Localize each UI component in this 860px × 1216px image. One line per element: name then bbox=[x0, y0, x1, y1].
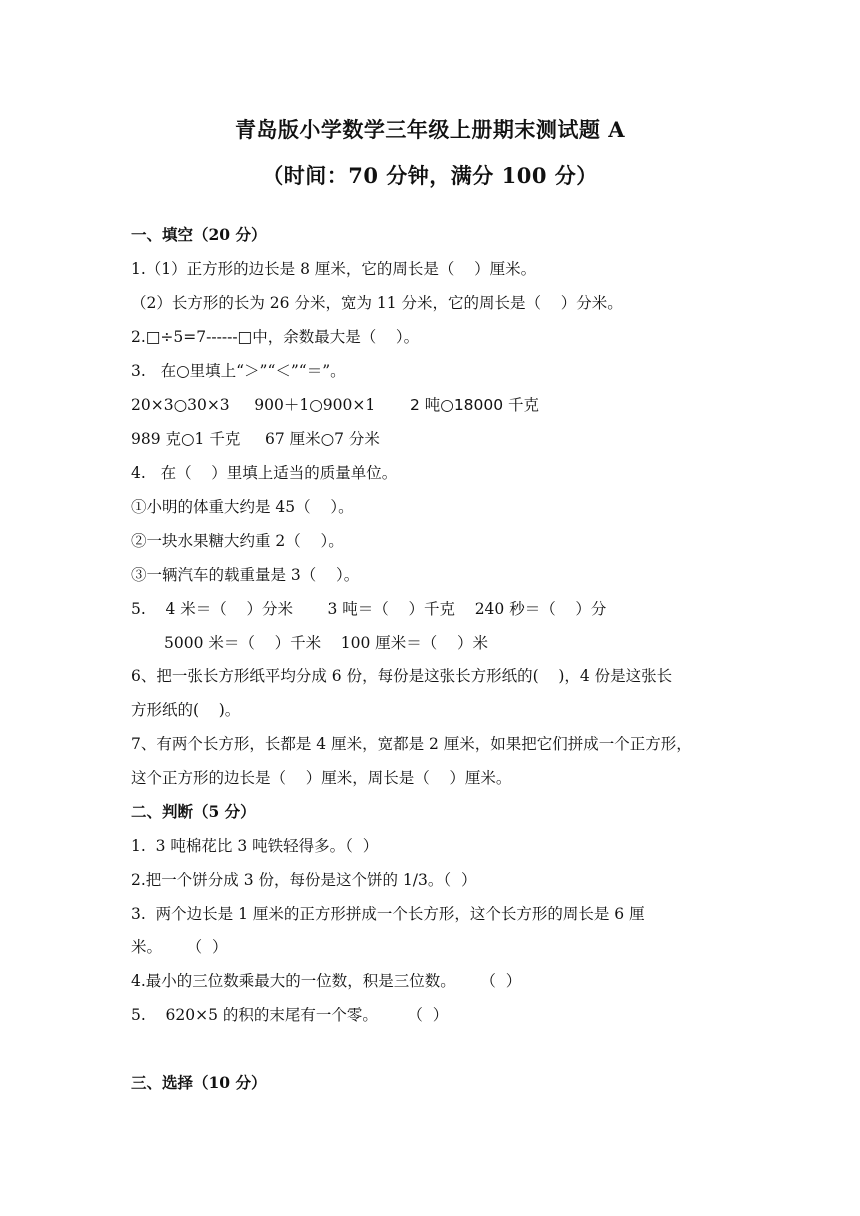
question-line: ②一块水果糖大约重 2（ ）。 bbox=[131, 532, 344, 550]
page-subtitle: （时间：70 分钟，满分 100 分） bbox=[262, 163, 598, 188]
question-line: 2.□÷5=7------□中，余数最大是（ ）。 bbox=[131, 328, 420, 346]
question-line: 6、把一张长方形纸平均分成 6 份，每份是这张长方形纸的( )，4 份是这张长 bbox=[131, 667, 673, 685]
question-line: 2.把一个饼分成 3 份，每份是这个饼的 1/3。（ ） bbox=[131, 871, 477, 889]
question-line: 5000 米＝（ ）千米 100 厘米＝（ ）米 bbox=[164, 634, 489, 652]
page-title: 青岛版小学数学三年级上册期末测试题 A bbox=[234, 117, 626, 142]
question-line: 3. 在○里填上“＞”“＜”“＝”。 bbox=[131, 362, 346, 380]
question-line: 5. 4 米＝（ ）分米 3 吨＝（ ）千克 240 秒＝（ ）分 bbox=[131, 600, 607, 618]
question-line: 4.最小的三位数乘最大的一位数，积是三位数。 （ ） bbox=[131, 972, 522, 990]
question-line: 这个正方形的边长是（ ）厘米，周长是（ ）厘米。 bbox=[131, 769, 512, 787]
question-line: 4. 在（ ）里填上适当的质量单位。 bbox=[131, 464, 398, 482]
question-line: （2）长方形的长为 26 分米，宽为 11 分米，它的周长是（ ）分米。 bbox=[131, 294, 623, 312]
question-line: 5. 620×5 的积的末尾有一个零。 （ ） bbox=[131, 1006, 449, 1024]
section-heading-fill: 一、填空（20 分） bbox=[131, 225, 267, 244]
question-line: 7、有两个长方形，长都是 4 厘米，宽都是 2 厘米，如果把它们拼成一个正方形， bbox=[131, 735, 692, 753]
question-line: 1.（1）正方形的边长是 8 厘米，它的周长是（ ）厘米。 bbox=[131, 260, 537, 278]
question-line: 方形纸的( )。 bbox=[131, 701, 241, 719]
section-heading-choice: 三、选择（10 分） bbox=[131, 1073, 267, 1092]
question-line: 1. 3 吨棉花比 3 吨铁轻得多。（ ） bbox=[131, 837, 379, 855]
question-line: 989 克○1 千克 67 厘米○7 分米 bbox=[131, 430, 380, 448]
question-line: 2 吨○18000 千克 bbox=[410, 396, 540, 414]
question-line: 米。 （ ） bbox=[131, 938, 228, 956]
section-heading-judge: 二、判断（5 分） bbox=[131, 802, 256, 821]
question-line: 3. 两个边长是 1 厘米的正方形拼成一个长方形，这个长方形的周长是 6 厘 bbox=[131, 905, 645, 923]
question-line: 20×3○30×3 900＋1○900×1 bbox=[131, 396, 376, 414]
question-line: ③一辆汽车的载重量是 3（ ）。 bbox=[131, 566, 360, 584]
question-line: ①小明的体重大约是 45（ ）。 bbox=[131, 498, 354, 516]
